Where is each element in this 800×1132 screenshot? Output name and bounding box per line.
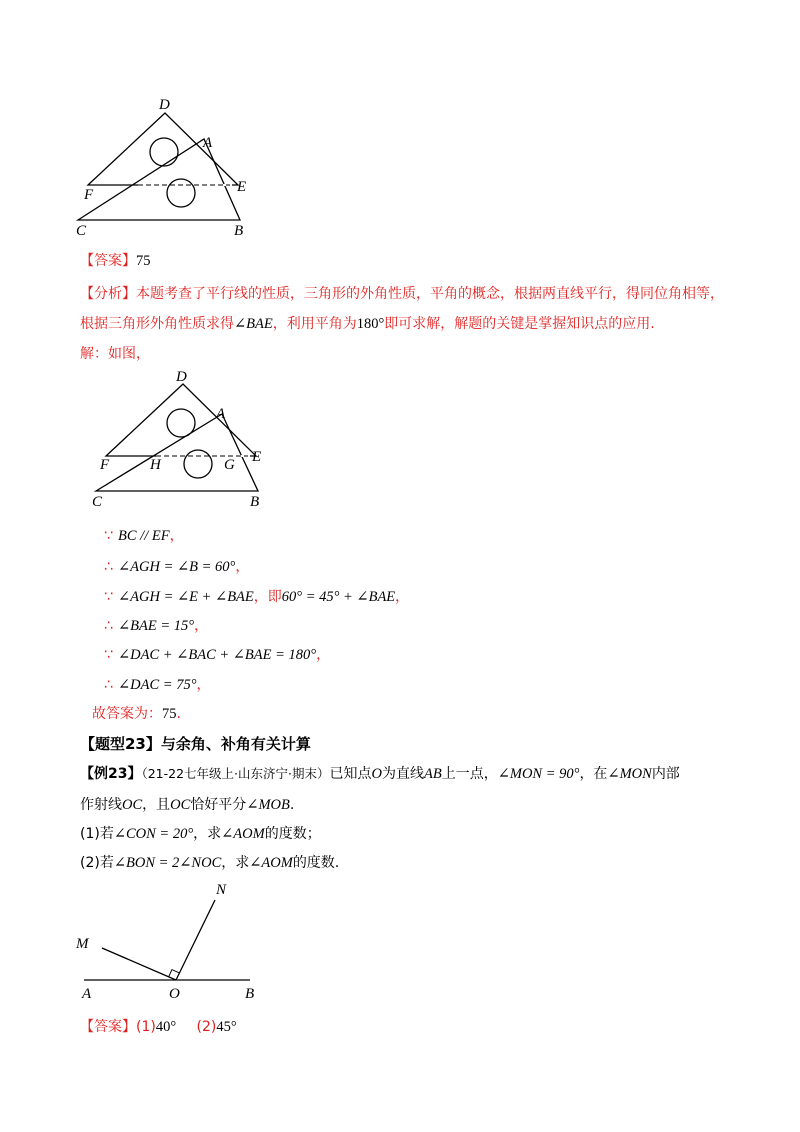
math: ∠MON bbox=[607, 766, 652, 782]
figure-2-triangles bbox=[88, 366, 288, 516]
fig3-label-N: N bbox=[216, 882, 227, 898]
answer-tag: 【答案】 bbox=[80, 1019, 136, 1035]
fig1-label-F: F bbox=[84, 187, 94, 203]
answer-tag: 【答案】 bbox=[80, 253, 136, 269]
analysis-text-2b: ，利用平角为 bbox=[272, 316, 357, 332]
step-3 bbox=[104, 586, 409, 606]
text: ，求 bbox=[193, 826, 222, 842]
answer-part-2-label: (2) bbox=[196, 1019, 217, 1035]
because-symbol: ∵ bbox=[104, 589, 113, 605]
math: ∠MOB bbox=[246, 797, 290, 813]
therefore-symbol: ∴ bbox=[104, 677, 113, 693]
text: ，且 bbox=[142, 797, 171, 813]
math: OC bbox=[122, 797, 143, 813]
question-2 bbox=[80, 852, 339, 872]
step-2 bbox=[104, 556, 249, 576]
fig2-label-F: F bbox=[100, 457, 110, 473]
final-punct: . bbox=[176, 706, 181, 722]
math: AB bbox=[424, 766, 442, 782]
step-text: ，即 bbox=[253, 589, 282, 605]
math: OC bbox=[170, 797, 191, 813]
question-1 bbox=[80, 823, 321, 843]
analysis-text-2a: 根据三角形外角性质求得 bbox=[80, 316, 234, 332]
analysis-line-1 bbox=[80, 283, 724, 303]
step-6 bbox=[104, 674, 211, 694]
text: 的度数； bbox=[264, 826, 321, 842]
fig1-label-D: D bbox=[159, 97, 170, 113]
answer-part-1-label: (1) bbox=[136, 1019, 156, 1035]
analysis-line-2 bbox=[80, 313, 655, 333]
figure-3-angles bbox=[72, 878, 272, 1003]
text: ，求 bbox=[221, 855, 250, 871]
fig2-label-H: H bbox=[150, 457, 161, 473]
answer-value: 75 bbox=[136, 253, 151, 269]
step-math: BC // EF bbox=[118, 528, 170, 544]
step-math: ∠BAE = 15° bbox=[118, 618, 195, 634]
math: O bbox=[371, 766, 382, 782]
text: . bbox=[289, 797, 295, 813]
fig2-label-E: E bbox=[252, 449, 262, 465]
solution-intro: 解：如图， bbox=[80, 346, 150, 362]
fig3-label-O: O bbox=[169, 986, 180, 1002]
fig1-label-C: C bbox=[76, 223, 87, 239]
answer-2 bbox=[80, 1016, 237, 1036]
because-symbol: ∵ bbox=[104, 528, 113, 544]
step-5 bbox=[104, 644, 330, 664]
final-answer bbox=[92, 703, 181, 723]
fig2-label-A: A bbox=[216, 406, 226, 422]
text: 为直线 bbox=[382, 766, 424, 782]
fig2-label-G: G bbox=[224, 457, 235, 473]
fig1-label-B: B bbox=[234, 223, 244, 239]
fig1-label-A: A bbox=[203, 135, 213, 151]
step-punct: ， bbox=[169, 528, 184, 544]
final-text: 故答案为： bbox=[92, 706, 162, 722]
math: ∠CON = 20° bbox=[113, 826, 194, 842]
text: 的度数. bbox=[292, 855, 340, 871]
analysis-num-180: 180° bbox=[356, 316, 385, 332]
fig2-label-D: D bbox=[176, 369, 187, 385]
because-symbol: ∵ bbox=[104, 647, 113, 663]
step-1 bbox=[104, 525, 184, 545]
fig3-label-A: A bbox=[82, 986, 92, 1002]
answer-part-2-value: 45° bbox=[216, 1019, 237, 1035]
analysis-text-1: 本题考查了平行线的性质，三角形的外角性质，平角的概念，根据两直线平行，得同位角相等， bbox=[136, 286, 724, 302]
therefore-symbol: ∴ bbox=[104, 559, 113, 575]
example-line-1 bbox=[80, 763, 680, 783]
text: 上一点， bbox=[441, 766, 498, 782]
step-4 bbox=[104, 615, 208, 635]
math: ∠AOM bbox=[249, 855, 293, 871]
analysis-math-bae: ∠BAE bbox=[234, 316, 273, 332]
fig2-label-B: B bbox=[250, 494, 260, 510]
step-punct: ， bbox=[235, 559, 250, 575]
therefore-symbol: ∴ bbox=[104, 618, 113, 634]
final-value: 75 bbox=[162, 706, 177, 722]
text: 已知点 bbox=[329, 766, 372, 782]
text: 内部 bbox=[651, 766, 680, 782]
figure-1-triangles bbox=[70, 95, 270, 240]
text: (2)若 bbox=[80, 855, 114, 871]
fig1-label-E: E bbox=[237, 179, 247, 195]
step-punct: ， bbox=[316, 647, 331, 663]
math: ∠AOM bbox=[221, 826, 265, 842]
step-math: ∠AGH = ∠E + ∠BAE bbox=[118, 589, 254, 605]
fig3-label-M: M bbox=[76, 936, 89, 952]
text: (1)若 bbox=[80, 826, 114, 842]
step-punct: ， bbox=[395, 589, 410, 605]
fig2-label-C: C bbox=[92, 494, 103, 510]
step-math: ∠DAC + ∠BAC + ∠BAE = 180° bbox=[118, 647, 317, 663]
step-punct: ， bbox=[196, 677, 211, 693]
answer-part-1-value: 40° bbox=[155, 1019, 177, 1035]
analysis-tag: 【分析】 bbox=[80, 286, 136, 302]
math: ∠BON = 2∠NOC bbox=[113, 855, 222, 871]
section-heading: 【题型23】与余角、补角有关计算 bbox=[80, 735, 311, 753]
answer-1 bbox=[80, 250, 151, 270]
text: ，在 bbox=[579, 766, 608, 782]
example-line-2 bbox=[80, 794, 294, 814]
fig3-label-B: B bbox=[245, 986, 255, 1002]
step-punct: ， bbox=[194, 618, 209, 634]
analysis-text-2c: 即可求解，解题的关键是掌握知识点的应用. bbox=[384, 316, 655, 332]
example-tag: 【例23】 bbox=[80, 766, 142, 782]
text: 恰好平分 bbox=[190, 797, 247, 813]
example-source: （21-22七年级上·山东济宁·期末） bbox=[141, 766, 330, 781]
step-math: ∠AGH = ∠B = 60° bbox=[118, 559, 236, 575]
text: 作射线 bbox=[80, 797, 122, 813]
math: ∠MON = 90° bbox=[497, 766, 580, 782]
step-math: ∠DAC = 75° bbox=[118, 677, 197, 693]
step-math-2: 60° = 45° + ∠BAE bbox=[281, 589, 396, 605]
